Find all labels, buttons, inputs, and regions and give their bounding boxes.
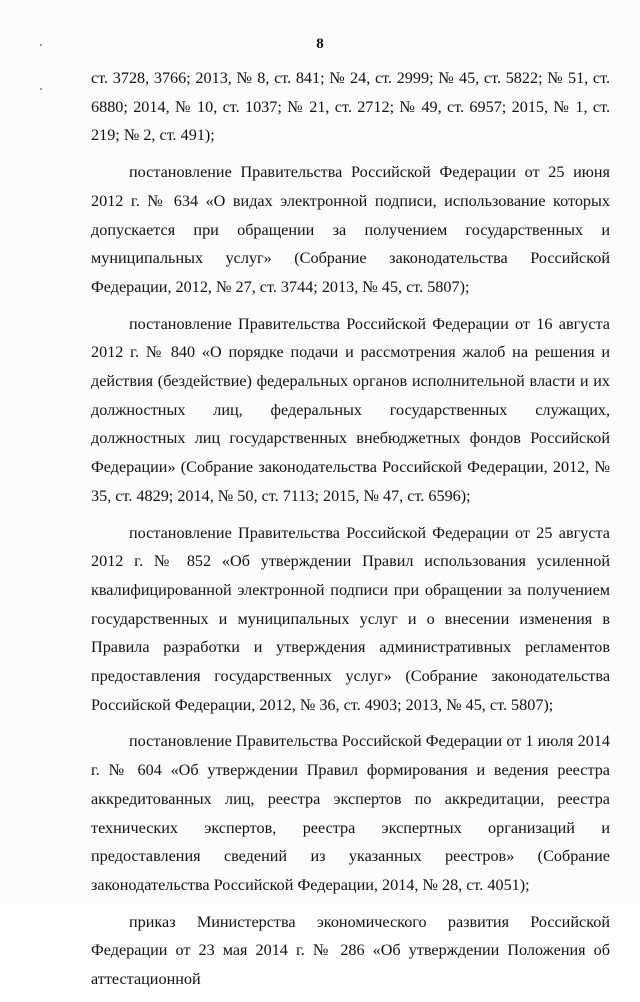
- paragraph-order-286: приказ Министерства экономического развития Российской Федерации от 23 мая 2014 г. № 286 «Об утверждении Положения об аттестационной: [91, 912, 610, 989]
- paragraph-continuation: ст. 3728, 3766; 2013, № 8, ст. 841; № 24, ст. 2999; № 45, ст. 5822; № 51, ст. 6880; 2014, № 10, ст. 1037; № 21, ст. 2712; № 49, ст. 6957; 2015, № 1, ст. 219; № 2, ст. 491);: [91, 69, 610, 145]
- paragraph-decree-852: постановление Правительства Российской Федерации от 25 августа 2012 г. № 852 «Об утверждении Правил использования усиленной квалифицированной электронной подписи при обращении за получением государственных и муниципальных услуг и о внесении изменения в Правила разработки и утверждения административных регламентов предоставления государственных услуг» (Собрание законодательства Российской Федерации, 2012, № 36, ст. 4903; 2013, № 45, ст. 5807);: [91, 523, 610, 714]
- paragraph-decree-840: постановление Правительства Российской Федерации от 16 августа 2012 г. № 840 «О порядке подачи и рассмотрения жалоб на решения и действия (бездействие) федеральных органов исполнительной власти и их должностных лиц, федеральных государственных служащих, должностных лиц государственных внебюджетных фондов Российской Федерации» (Собрание законодательства Российской Федерации, 2012, № 35, ст. 4829; 2014, № 50, ст. 7113; 2015, № 47, ст. 6596);: [91, 314, 610, 505]
- paragraph-decree-634: постановление Правительства Российской Федерации от 25 июня 2012 г. № 634 «О видах электронной подписи, использование которых допускается при обращении за получением государственных и муниципальных услуг» (Собрание законодательства Российской Федерации, 2012, № 27, ст. 3744; 2013, № 45, ст. 5807);: [91, 163, 610, 296]
- paragraph-decree-604: постановление Правительства Российской Федерации от 1 июля 2014 г. № 604 «Об утверждении Правил формирования и ведения реестра аккредитованных лиц, реестра экспертов по аккредитации, реестра технических экспертов, реестра экспертных организаций и предоставления сведений из указанных реестров» (Собрание законодательства Российской Федерации, 2014, № 28, ст. 4051);: [91, 732, 610, 894]
- document-body: [91, 64, 610, 1002]
- page-number: 8: [316, 36, 324, 52]
- scan-speck: [40, 88, 42, 90]
